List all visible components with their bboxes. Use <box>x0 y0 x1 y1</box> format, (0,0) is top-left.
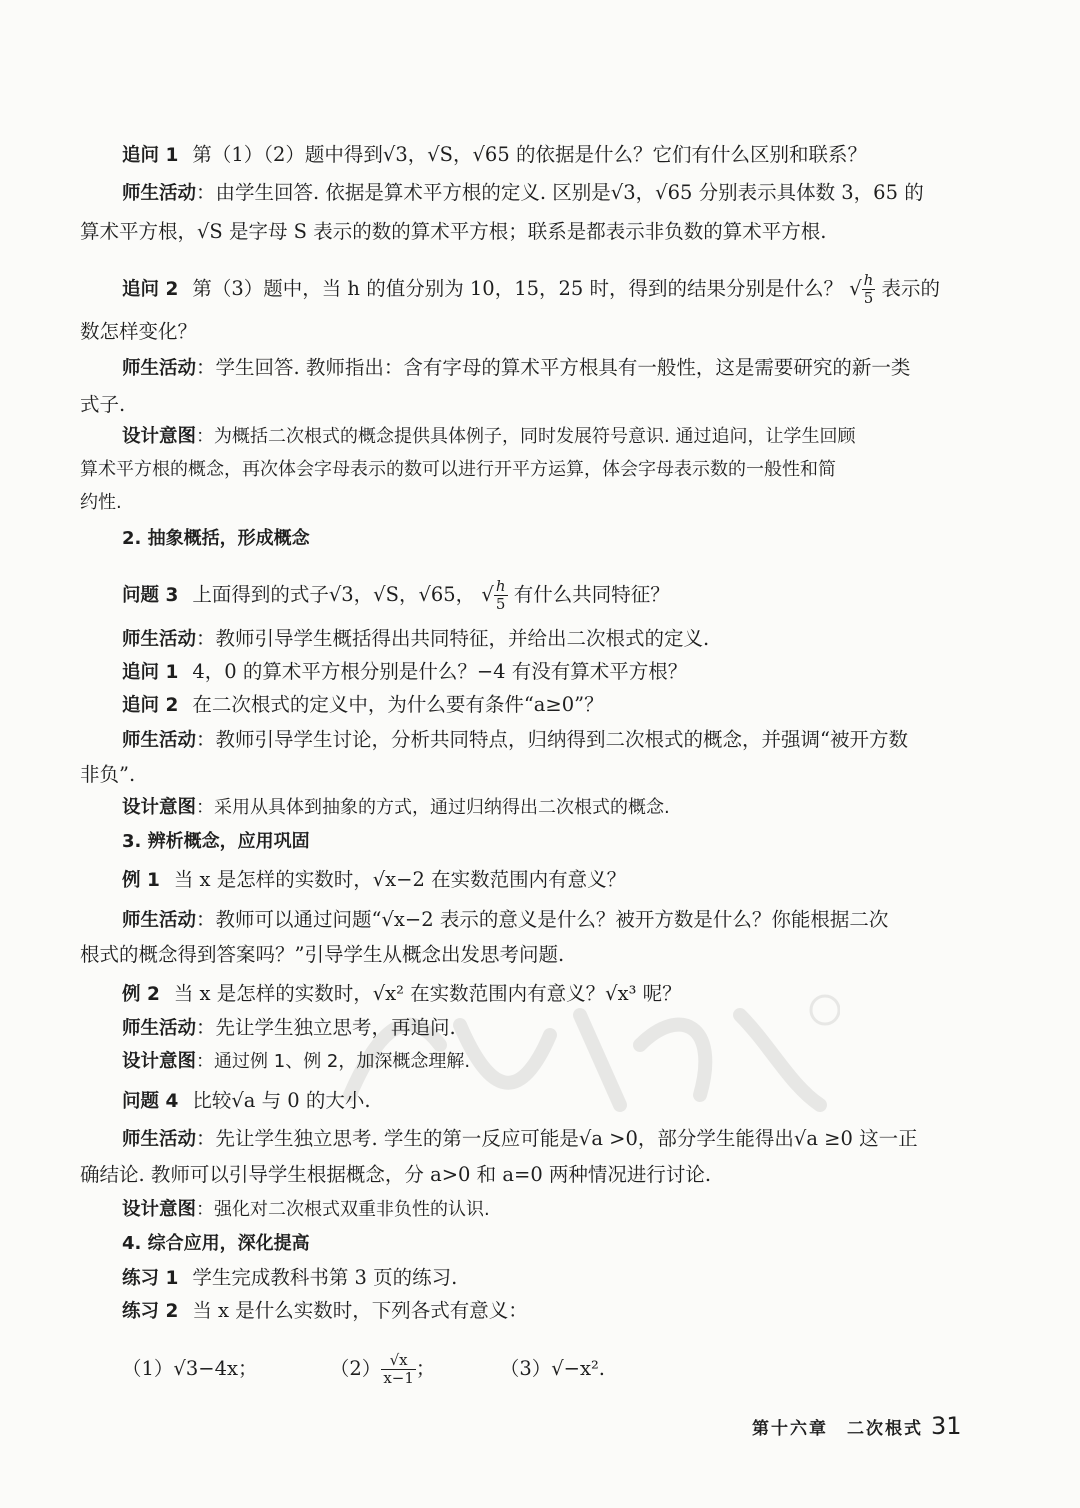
page-number: 31 <box>931 1412 962 1440</box>
text: 当 x 是怎样的实数时，√x−2 在实数范围内有意义？ <box>173 868 627 891</box>
activity-2-line-2 <box>80 393 1000 417</box>
label: 练习 2 <box>122 1301 179 1322</box>
label: 师生活动 <box>122 730 197 751</box>
label: 追问 2 <box>122 695 179 716</box>
label: 追问 1 <box>122 662 179 683</box>
label: 设计意图 <box>122 797 197 818</box>
exercise-item-3: （3）√−x². <box>499 1357 605 1380</box>
text: ：教师引导学生概括得出共同特征，并给出二次根式的定义. <box>196 627 710 650</box>
activity-6 <box>122 1016 1042 1041</box>
followup-2-tail: 表示的 <box>881 277 941 300</box>
followup-3-2 <box>122 693 1042 718</box>
text: 约性. <box>80 492 122 513</box>
activity-2-line-1 <box>122 356 1042 381</box>
section-2-heading: 2. 抽象概括，形成概念 <box>122 528 310 549</box>
activity-7-line-2 <box>80 1163 1000 1187</box>
exercise-item-2-label: （2） <box>329 1357 382 1380</box>
text: 4，0 的算术平方根分别是什么？−4 有没有算术平方根？ <box>192 660 688 683</box>
label: 问题 3 <box>122 585 179 606</box>
label: 师生活动 <box>122 1129 197 1150</box>
exercise-item-1: （1）√3−4x； <box>122 1357 258 1380</box>
text: ：先让学生独立思考. 学生的第一反应可能是√a >0，部分学生能得出√a ≥0 这一正 <box>196 1127 918 1150</box>
design-intent-1-line-3 <box>80 491 1000 515</box>
text: 比较√a 与 0 的大小. <box>192 1089 371 1112</box>
practice-2 <box>122 1299 1042 1324</box>
text: ：由学生回答. 依据是算术平方根的定义. 区别是√3，√65 分别表示具体数 3，65 的 <box>196 181 924 204</box>
text: 学生完成教科书第 3 页的练习. <box>192 1266 458 1289</box>
text: 在二次根式的定义中，为什么要有条件“a≥0”？ <box>192 693 604 716</box>
label: 师生活动 <box>122 183 197 204</box>
example-2 <box>122 982 1042 1007</box>
followup-3-1 <box>122 660 1042 685</box>
text: ：强化对二次根式双重非负性的认识. <box>196 1199 490 1220</box>
label: 设计意图 <box>122 426 197 447</box>
question-3 <box>122 578 1042 613</box>
text: 当 x 是什么实数时，下列各式有意义： <box>192 1299 528 1322</box>
text: 式子. <box>80 393 126 416</box>
label: 设计意图 <box>122 1051 197 1072</box>
sqrt-h-over-5: √ $\frac{h}{5}$ <box>481 577 506 613</box>
question-3-tail: 有什么共同特征？ <box>513 583 670 606</box>
label: 师生活动 <box>122 1018 197 1039</box>
text: ：教师引导学生讨论，分析共同特点，归纳得到二次根式的概念，并强调“被开方数 <box>196 728 908 751</box>
design-intent-2 <box>122 796 1042 820</box>
text: 确结论. 教师可以引导学生根据概念，分 a>0 和 a=0 两种情况进行讨论. <box>80 1163 712 1186</box>
question-3-text: 上面得到的式子√3，√S，√65， <box>192 583 476 606</box>
followup-1-text: 第（1）（2）题中得到√3，√S，√65 的依据是什么？它们有什么区别和联系？ <box>192 143 867 166</box>
text: ：教师可以通过问题“√x−2 表示的意义是什么？被开方数是什么？你能根据二次 <box>196 908 889 931</box>
text: ：通过例 1、例 2，加深概念理解. <box>196 1051 471 1072</box>
label: 追问 1 <box>122 145 179 166</box>
text: 非负”. <box>80 763 136 786</box>
activity-5-line-1 <box>122 908 1042 933</box>
practice-1 <box>122 1266 1042 1291</box>
activity-4-line-1 <box>122 728 1042 753</box>
label: 问题 4 <box>122 1091 179 1112</box>
label: 例 1 <box>122 870 160 891</box>
label: 练习 1 <box>122 1268 179 1289</box>
exercise-item-2-tail: ； <box>415 1357 436 1380</box>
followup-2-text: 第（3）题中，当 h 的值分别为 10，15，25 时，得到的结果分别是什么？ <box>192 277 844 300</box>
section-3-heading: 3. 辨析概念，应用巩固 <box>122 831 310 852</box>
text: 算术平方根，√S 是字母 S 表示的数的算术平方根；联系是都表示非负数的算术平方根. <box>80 220 827 243</box>
label: 师生活动 <box>122 910 197 931</box>
activity-1-line-2 <box>80 220 1000 244</box>
question-4 <box>122 1089 1042 1114</box>
label: 师生活动 <box>122 629 197 650</box>
text: ：为概括二次根式的概念提供具体例子，同时发展符号意识. 通过追问，让学生回顾 <box>196 426 856 447</box>
example-1 <box>122 868 1042 893</box>
activity-7-line-1 <box>122 1127 1042 1152</box>
design-intent-1-line-1 <box>122 425 1042 449</box>
label: 追问 2 <box>122 279 179 300</box>
text: 算术平方根的概念，再次体会字母表示的数可以进行开平方运算，体会字母表示数的一般性和简 <box>80 459 836 480</box>
text: 根式的概念得到答案吗？”引导学生从概念出发思考问题. <box>80 943 565 966</box>
design-intent-4 <box>122 1198 1042 1222</box>
design-intent-1-line-2 <box>80 458 1000 482</box>
text: 数怎样变化？ <box>80 320 198 343</box>
activity-3 <box>122 627 1042 652</box>
text: ：采用从具体到抽象的方式，通过归纳得出二次根式的概念. <box>196 797 670 818</box>
design-intent-3 <box>122 1050 1042 1074</box>
page-footer <box>752 1412 962 1440</box>
followup-1 <box>122 143 1042 168</box>
section-4-heading: 4. 综合应用，深化提高 <box>122 1233 310 1254</box>
label: 例 2 <box>122 984 160 1005</box>
chapter-title: 第十六章 二次根式 <box>752 1419 923 1439</box>
text: 当 x 是怎样的实数时，√x² 在实数范围内有意义？√x³ 呢？ <box>173 982 682 1005</box>
followup-2-line-2 <box>80 320 1000 344</box>
exercise-items <box>122 1352 1042 1387</box>
activity-4-line-2 <box>80 763 1000 787</box>
exercise-item-2-fraction: $\frac{√x}{x-1}$ <box>383 1351 414 1387</box>
text: ：先让学生独立思考，再追问. <box>196 1016 456 1039</box>
followup-2 <box>122 272 1042 307</box>
label: 设计意图 <box>122 1199 197 1220</box>
activity-5-line-2 <box>80 943 1000 967</box>
label: 师生活动 <box>122 358 197 379</box>
text: ：学生回答. 教师指出：含有字母的算术平方根具有一般性，这是需要研究的新一类 <box>196 356 911 379</box>
sqrt-h-over-5: √ $\frac{h}{5}$ <box>849 271 874 307</box>
activity-1-line-1 <box>122 181 1042 206</box>
